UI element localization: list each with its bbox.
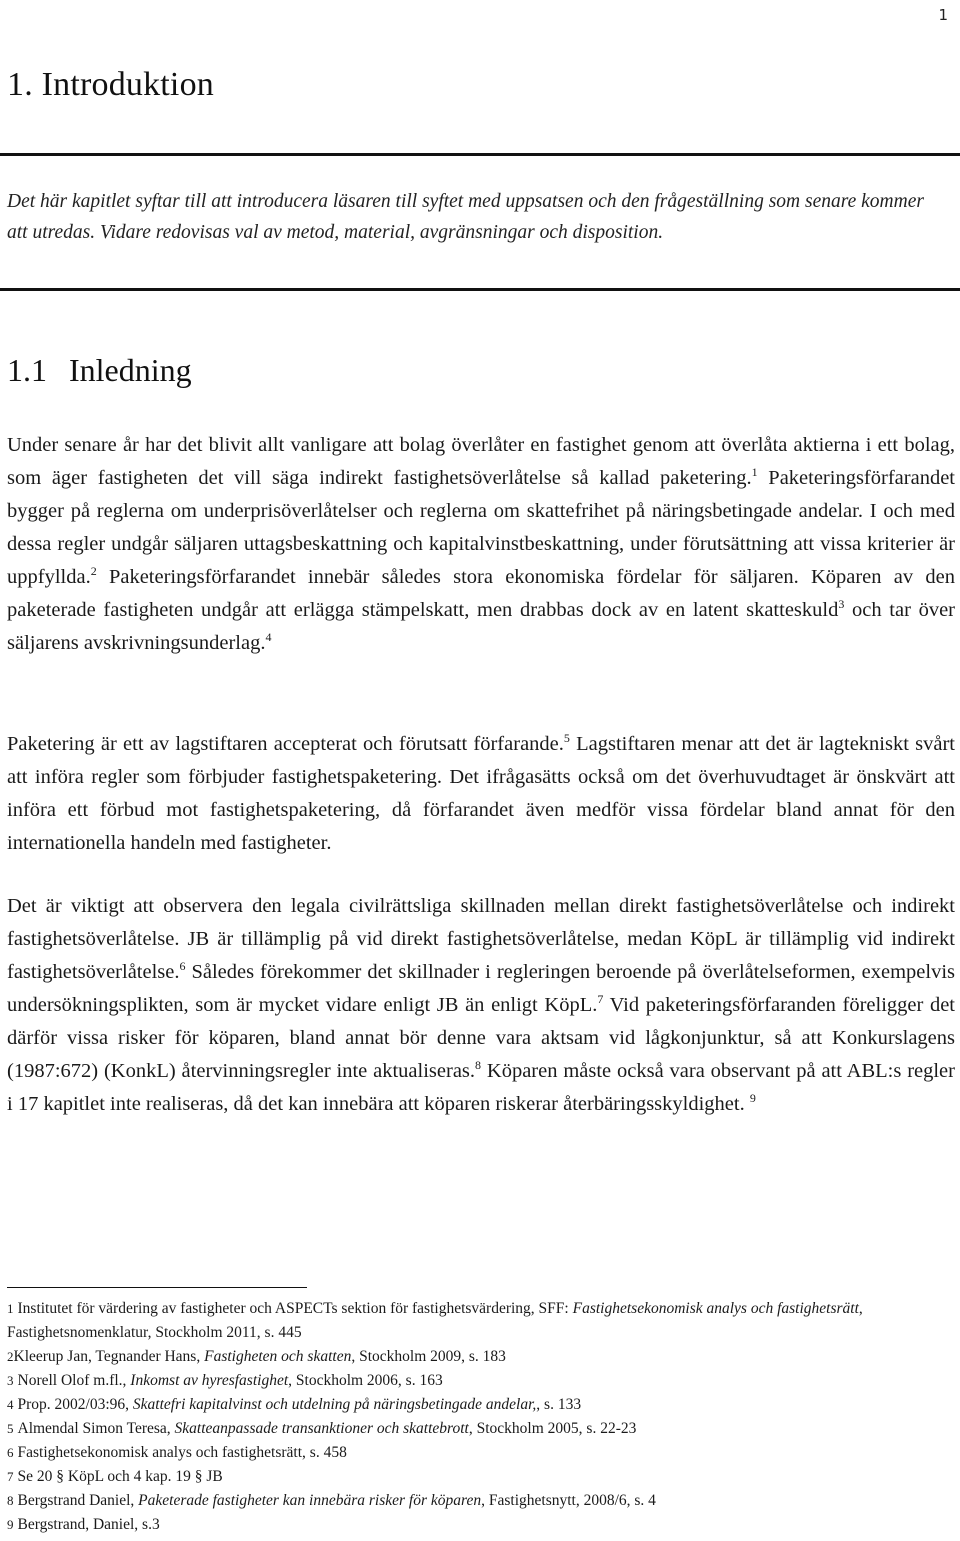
- footnote-ref-2[interactable]: 2: [90, 564, 97, 578]
- paragraph-text: Således förekommer det skillnader i regleringen beroende på överlåtelseformen, exempelvis undersökningsplikten, som är mycket vidare enligt JB än enligt KöpL.: [7, 961, 955, 1016]
- footnote-ref-5[interactable]: 5: [563, 731, 570, 745]
- paragraph-text: Lagstiftaren menar att det är lagtekniskt svårt att införa regler som förbjuder fastighetspaketering. Det ifrågasätts också om det överhuvudtaget är önskvärt att införa ett förbud mot fastighetspaketering, då förfarandet även medför vissa fördelar bland annat för den internationella handeln med fastigheter.: [7, 733, 955, 854]
- footnote-title: Skattefri kapitalvinst och utdelning på näringsbetingade andelar,: [132, 1396, 537, 1413]
- footnote-text: Norell Olof m.fl.,: [17, 1372, 131, 1389]
- footnote-8: [7, 1489, 955, 1513]
- footnote-text: Kleerup Jan, Tegnander Hans,: [13, 1348, 205, 1365]
- page-number: 1: [938, 6, 948, 24]
- paragraph-text: Det är viktigt att observera den legala civilrättsliga skillnaden mellan direkt fastighetsöverlåtelse och indirekt fastighetsöverlåtelse. JB är tillämplig på vid direkt fastighetsöverlåtelse, medan KöpL är tillämplig vid indirekt fastighetsöverlåtelse.: [7, 895, 955, 983]
- footnote-7: [7, 1465, 955, 1489]
- paragraph-2: [7, 728, 955, 860]
- footnote-ref-7[interactable]: 7: [597, 992, 604, 1006]
- section-heading: [7, 352, 192, 389]
- footnote-text: Se 20 § KöpL och 4 kap. 19 § JB: [17, 1468, 223, 1485]
- footnote-text: , s. 133: [536, 1396, 582, 1413]
- footnote-text: Prop. 2002/03:96,: [17, 1396, 133, 1413]
- paragraph-1: [7, 429, 955, 660]
- footnote-6: [7, 1441, 955, 1465]
- footnote-number: 3: [7, 1373, 14, 1388]
- paragraph-text: Köparen måste också vara observant på att ABL:s regler i 17 kapitlet inte realiseras, då det kan innebära att köparen riskerar återbäringsskyldighet.: [7, 1060, 955, 1115]
- footnote-title: Skatteanpassade transanktioner och skattebrott: [174, 1420, 469, 1437]
- footnote-number: 7: [7, 1469, 14, 1484]
- paragraph-text: Paketeringsförfarandet innebär således stora ekonomiska fördelar för säljaren. Köparen av den paketerade fastigheten undgår att erlägga stämpelskatt, men drabbas dock av en latent skatteskuld: [7, 566, 955, 621]
- footnote-ref-1[interactable]: 1: [751, 465, 758, 479]
- footnote-3: [7, 1369, 955, 1393]
- footnotes-list: [7, 1297, 955, 1537]
- footnote-5: [7, 1417, 955, 1441]
- footnote-title: Paketerade fastigheter kan innebära risker för köparen: [138, 1492, 482, 1509]
- footnote-ref-3[interactable]: 3: [838, 597, 845, 611]
- paragraph-text: Under senare år har det blivit allt vanligare att bolag överlåter en fastighet genom att överlåta aktierna i ett bolag, som äger fastigheten det vill säga indirekt fastighetsöverlåtelse så kallad paketering.: [7, 434, 955, 489]
- section-title: Inledning: [69, 352, 192, 388]
- paragraph-3: [7, 890, 955, 1121]
- footnote-text: , Stockholm 2006, s. 163: [288, 1372, 443, 1389]
- section-number: 1.1: [7, 352, 47, 388]
- footnote-number: 8: [7, 1493, 14, 1508]
- footnote-ref-9[interactable]: 9: [749, 1091, 756, 1105]
- chapter-intro: Det här kapitlet syftar till att introducera läsaren till syftet med uppsatsen och den frågeställning som senare kommer att utredas. Vidare redovisas val av metod, material, avgränsningar och disposition.: [7, 191, 924, 243]
- footnote-text: Institutet för värdering av fastigheter och ASPECTs sektion för fastighetsvärdering, SFF:: [17, 1300, 573, 1317]
- footnote-number: 5: [7, 1421, 14, 1436]
- footnote-title: Fastighetsekonomisk analys och fastighetsrätt: [572, 1300, 859, 1317]
- footnote-ref-4[interactable]: 4: [265, 630, 272, 644]
- footnote-number: 2: [7, 1349, 14, 1364]
- footnote-1: [7, 1297, 955, 1345]
- chapter-title: 1. Introduktion: [7, 66, 214, 103]
- footnote-2: [7, 1345, 955, 1369]
- footnote-text: Bergstrand, Daniel, s.3: [17, 1516, 160, 1533]
- footnote-text: , Stockholm 2009, s. 183: [351, 1348, 506, 1365]
- footnote-text: Fastighetsekonomisk analys och fastighetsrätt, s. 458: [17, 1444, 347, 1461]
- footnote-ref-6[interactable]: 6: [179, 959, 186, 973]
- footnote-9: [7, 1513, 955, 1537]
- footnote-number: 4: [7, 1397, 14, 1412]
- footnote-number: 9: [7, 1517, 14, 1532]
- footnote-text: , Fastighetsnomenklatur, Stockholm 2011, s. 445: [7, 1300, 863, 1341]
- chapter-top-rule: [0, 153, 960, 156]
- paragraph-text: och tar över säljarens avskrivningsunderlag.: [7, 599, 955, 654]
- paragraph-text: Paketering är ett av lagstiftaren accepterat och förutsatt förfarande.: [7, 733, 564, 755]
- footnote-text: , Fastighetsnytt, 2008/6, s. 4: [481, 1492, 656, 1509]
- footnote-separator: [7, 1287, 307, 1288]
- footnote-text: Almendal Simon Teresa,: [17, 1420, 175, 1437]
- footnote-title: Fastigheten och skatten: [204, 1348, 352, 1365]
- footnote-text: Bergstrand Daniel,: [17, 1492, 139, 1509]
- footnote-title: Inkomst av hyresfastighet: [130, 1372, 289, 1389]
- chapter-bottom-rule: [0, 288, 960, 291]
- footnote-ref-8[interactable]: 8: [475, 1058, 482, 1072]
- footnote-text: , Stockholm 2005, s. 22-23: [468, 1420, 637, 1437]
- paragraph-text: Paketeringsförfarandet bygger på reglerna om underprisöverlåtelser och reglerna om skattefrihet på näringsbetingade andelar. I och med dessa regler undgår säljaren uttagsbeskattning och kapitalvinstbeskattning, under förutsättning att vissa kriterier är uppfyllda.: [7, 467, 955, 588]
- footnote-number: 1: [7, 1301, 14, 1316]
- footnote-4: [7, 1393, 955, 1417]
- footnote-number: 6: [7, 1445, 14, 1460]
- paragraph-text: Vid paketeringsförfaranden föreligger det därför vissa risker för köparen, bland annat bör denne vara aktsam vid lågkonjunktur, så att Konkurslagens (1987:672) (KonkL) återvinningsregler inte aktualiseras.: [7, 994, 955, 1082]
